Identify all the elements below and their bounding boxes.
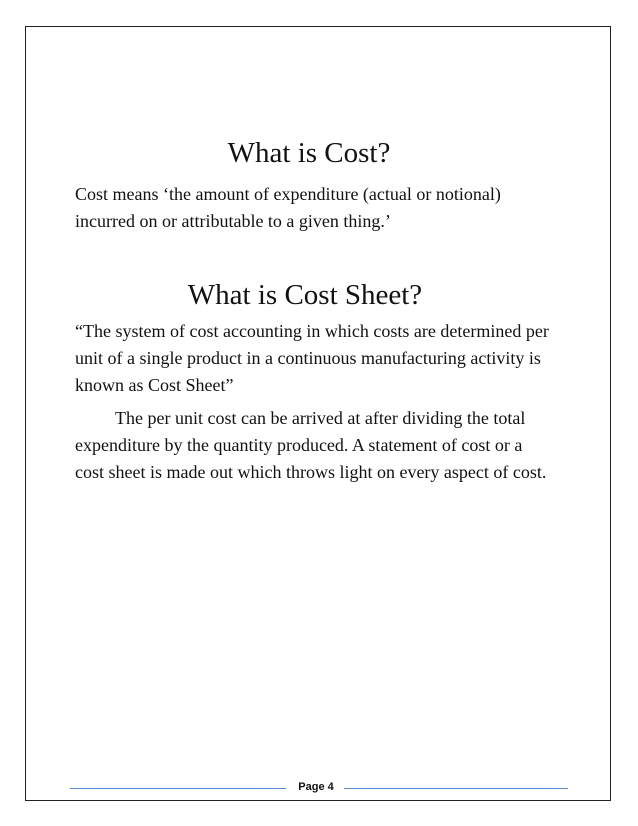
definition-cost-paragraph: Cost means ‘the amount of expenditure (actual or notional) incurred on or attributable to a given thing.’ [75, 184, 501, 231]
page-number: Page 4 [298, 781, 334, 793]
heading-what-is-cost-sheet: What is Cost Sheet? [187, 279, 423, 311]
definition-cost-sheet-paragraph: “The system of cost accounting in which costs are determined per unit of a single product in a continuous manufacturing activity is known as Cost Sheet” [75, 321, 549, 395]
heading-what-is-cost: What is Cost? [227, 137, 391, 169]
per-unit-cost-paragraph: The per unit cost can be arrived at after dividing the total expenditure by the quantity produced. A statement of cost or a cost sheet is made out which throws light on every aspect of cost. [75, 408, 547, 482]
page-footer [70, 779, 568, 795]
footer-rule-right [344, 788, 568, 789]
footer-rule-left [70, 788, 286, 789]
